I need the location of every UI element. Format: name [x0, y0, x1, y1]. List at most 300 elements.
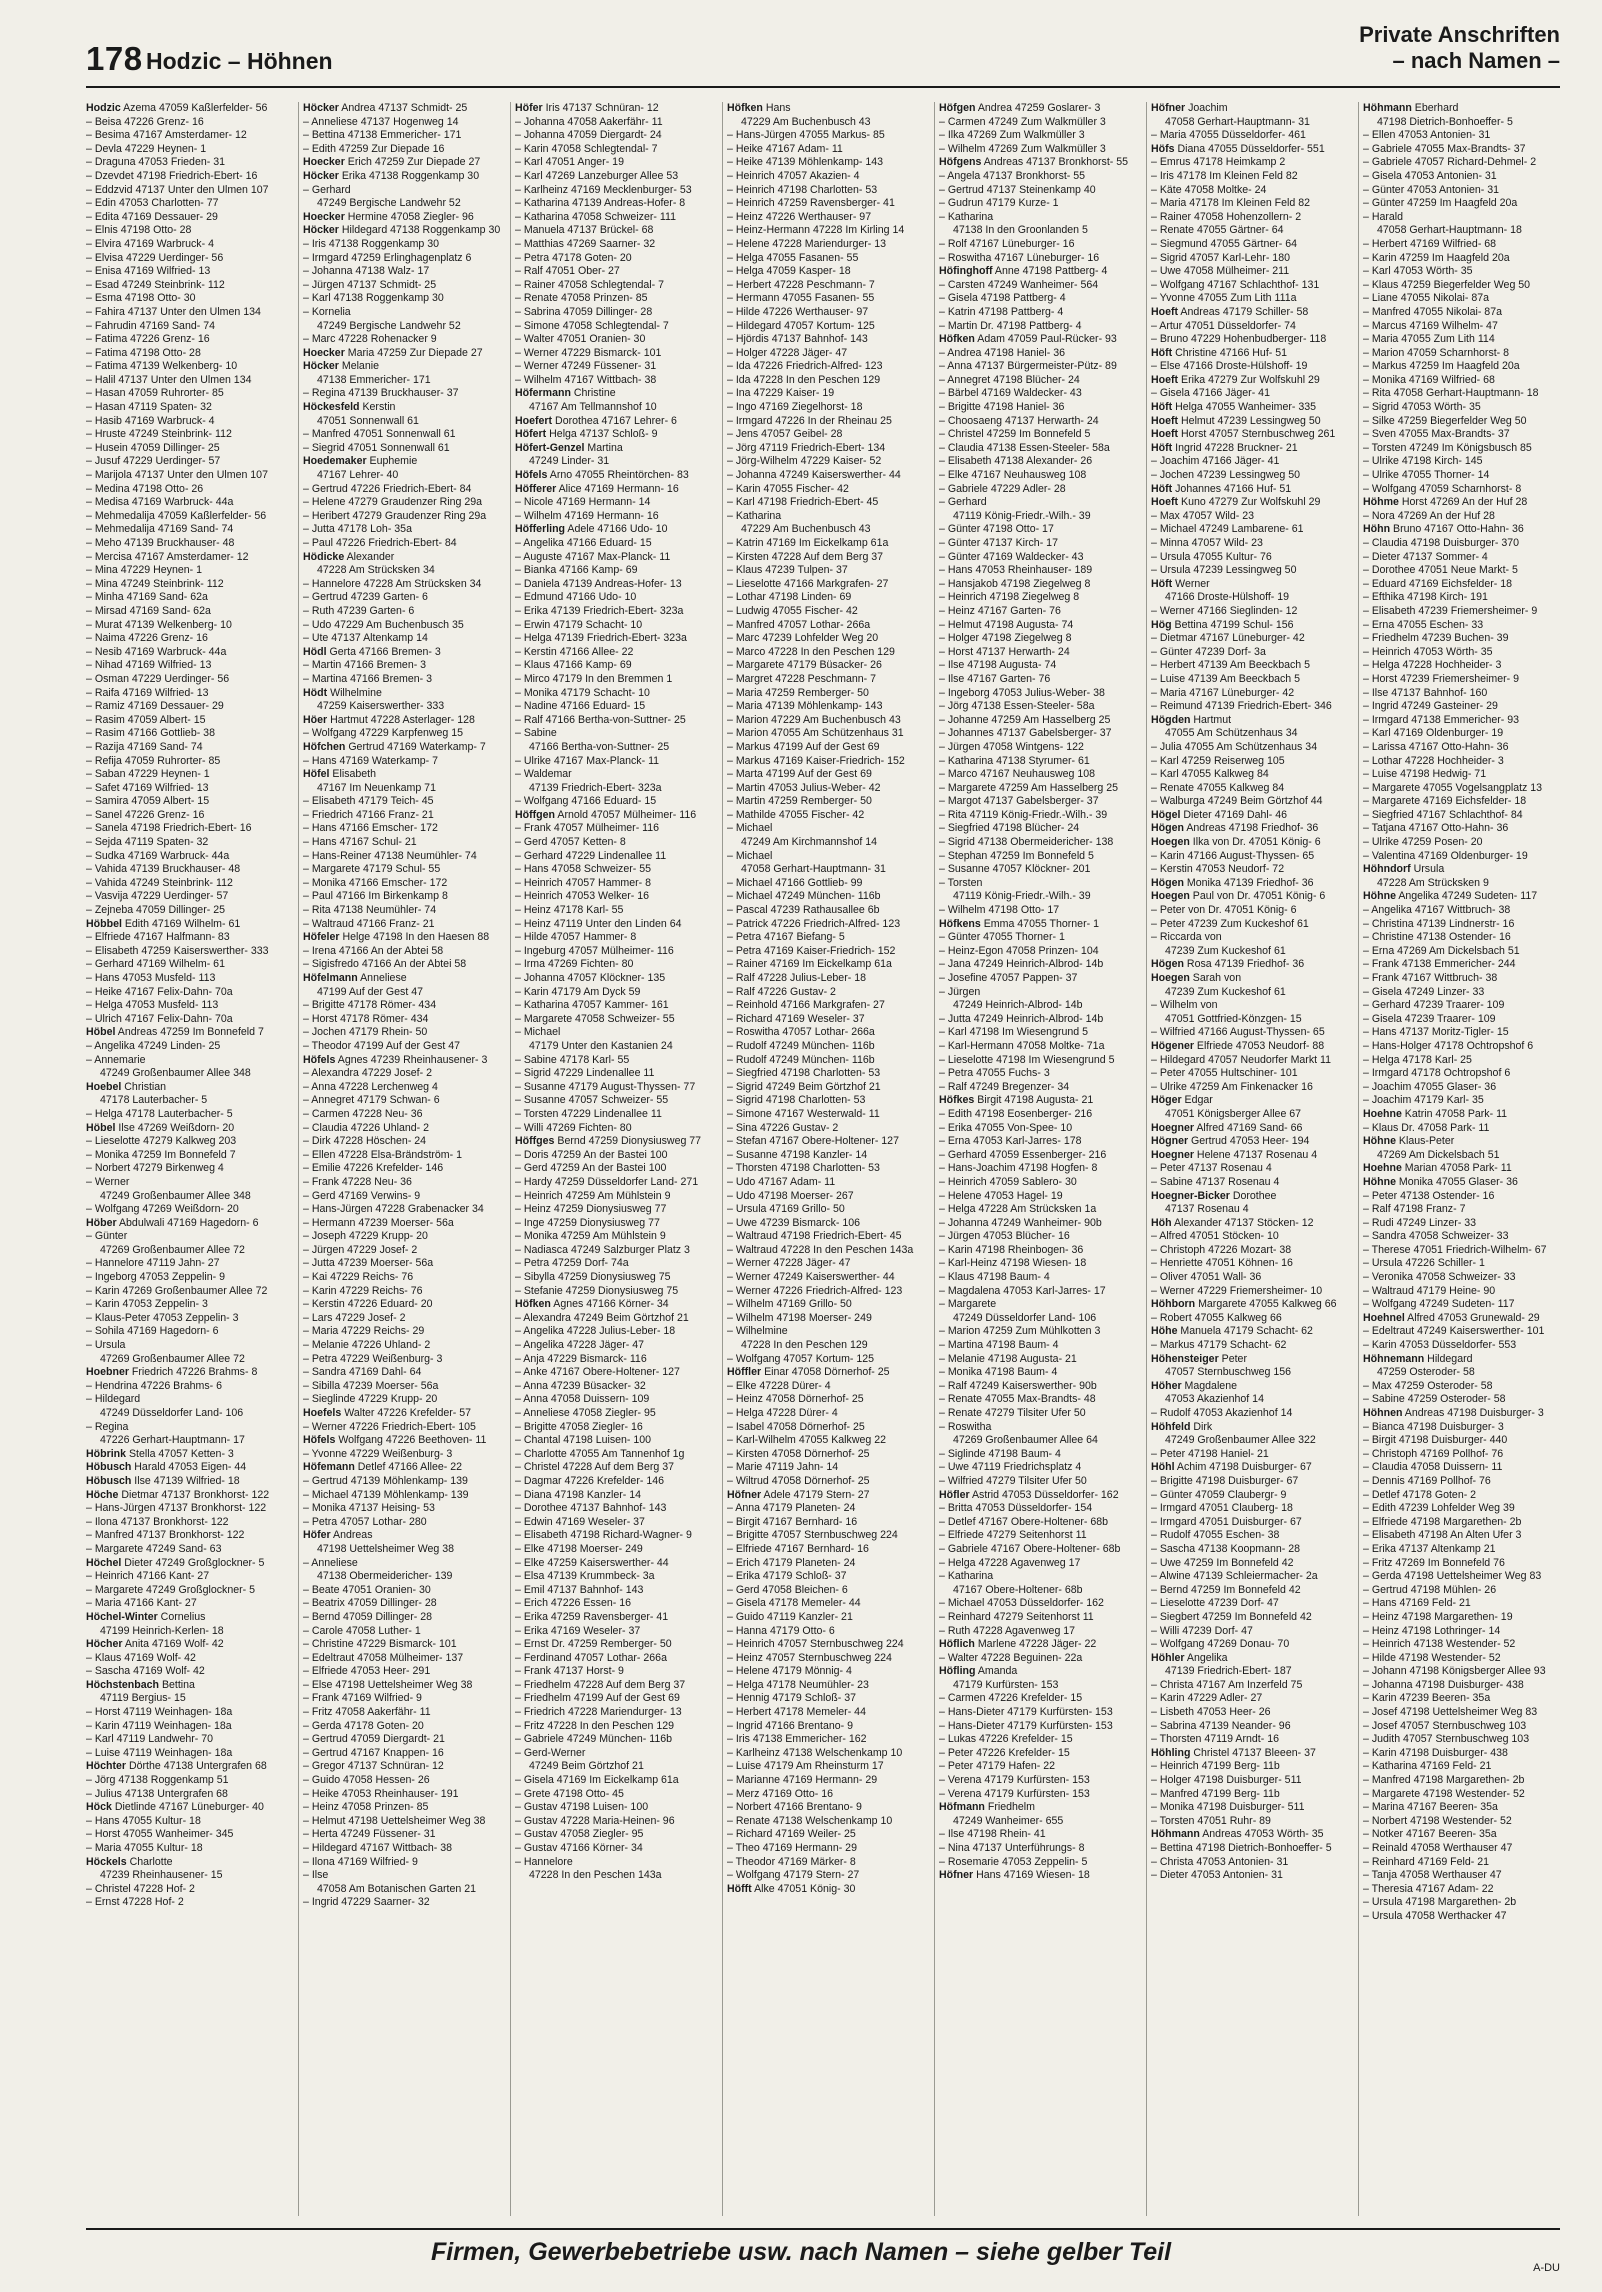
entry-details: – Dorothee 47137 Bahnhof- 143: [515, 1502, 667, 1515]
entry-details: – Johanna 47058 Aakerfähr- 11: [515, 115, 663, 128]
directory-entry: [1363, 1611, 1560, 1625]
directory-entry: [1151, 1828, 1348, 1842]
directory-entry: [939, 320, 1136, 334]
entry-details: – Sabrina 47059 Dillinger- 28: [515, 305, 653, 318]
entry-details: – Monika 47179 Schacht- 10: [515, 686, 650, 699]
entry-details: – Rainer 47058 Schlegtendal- 7: [515, 278, 665, 291]
entry-details: – Frank 47228 Neu- 36: [303, 1175, 412, 1188]
entry-details: – Gerda 47178 Goten- 20: [303, 1719, 424, 1732]
entry-details: 47119 König-Friedr.-Wilh.- 39: [953, 509, 1091, 522]
directory-entry: [1363, 1081, 1560, 1095]
entry-details: – Michael 47166 Gottlieb- 99: [727, 876, 863, 889]
entry-details: Katrin 47058 Park- 11: [1401, 1107, 1508, 1120]
entry-details: – Emilie 47226 Krefelder- 146: [303, 1162, 444, 1175]
entry-details: Monika 47139 Friedhof- 36: [1183, 876, 1314, 889]
directory-entry: [86, 102, 288, 116]
entry-details: – Sabine 47259 Osteroder- 58: [1363, 1393, 1506, 1406]
directory-entry: [86, 1828, 288, 1842]
directory-entry: [939, 455, 1136, 469]
directory-entry: [727, 863, 924, 877]
entry-details: – Sudka 47169 Warbruck- 44a: [86, 849, 230, 862]
entry-surname: Höchstenbach: [86, 1678, 159, 1691]
entry-surname: Höfmann: [939, 1801, 985, 1814]
directory-entry: [1363, 1067, 1560, 1081]
directory-entry: [86, 646, 288, 660]
entry-details: – Günter 47059 Claubergr- 9: [1151, 1488, 1287, 1501]
entry-details: – Werner: [86, 1175, 130, 1188]
entry-details: – Regina 47139 Bruckhauser- 37: [303, 387, 459, 400]
entry-details: Dietlinde 47167 Lüneburger- 40: [111, 1801, 264, 1814]
directory-entry: [303, 945, 500, 959]
directory-entry: [1151, 1706, 1348, 1720]
entry-details: – Wolfgang 47057 Kortum- 125: [727, 1352, 875, 1365]
directory-entry: [727, 1679, 924, 1693]
entry-details: – Sven 47055 Max-Brandts- 37: [1363, 428, 1510, 441]
entry-details: – Norbert 47166 Brentano- 9: [727, 1801, 862, 1814]
directory-entry: [303, 1094, 500, 1108]
entry-details: Einar 47058 Dörnerhof- 25: [761, 1366, 890, 1379]
entry-details: – Hanna 47179 Otto- 6: [727, 1624, 835, 1637]
directory-entry: [86, 809, 288, 823]
entry-details: – Hardy 47259 Düsseldorfer Land- 271: [515, 1175, 699, 1188]
directory-entry: [939, 1461, 1136, 1475]
directory-entry: [727, 809, 924, 823]
directory-entry: [727, 1026, 924, 1040]
directory-entry: [86, 1380, 288, 1394]
directory-entry: [727, 1054, 924, 1068]
directory-entry: [515, 197, 712, 211]
entry-surname: Höhmann: [1151, 1828, 1200, 1841]
directory-entry: [1151, 537, 1348, 551]
directory-entry: [727, 1611, 924, 1625]
entry-details: – Horst 47137 Herwarth- 24: [939, 645, 1070, 658]
entry-details: – Detlef 47178 Goten- 2: [1363, 1488, 1477, 1501]
directory-entry: [1151, 292, 1348, 306]
entry-details: – Michael 47139 Möhlenkamp- 139: [303, 1488, 469, 1501]
directory-entry: [1151, 1625, 1348, 1639]
directory-entry: [727, 347, 924, 361]
entry-details: – Josefine 47057 Pappen- 37: [939, 972, 1078, 984]
entry-details: – Torsten 47229 Lindenallee 11: [515, 1107, 662, 1120]
entry-details: – Wolfgang 47229 Karpfenweg 15: [303, 727, 464, 740]
directory-entry: [86, 374, 288, 388]
directory-entry: [86, 918, 288, 932]
entry-details: – Devla 47229 Heynen- 1: [86, 142, 207, 155]
directory-entry: [727, 1190, 924, 1204]
directory-entry: [939, 184, 1136, 198]
entry-surname: Höft: [1151, 577, 1173, 590]
entry-details: 47228 In den Peschen 143a: [529, 1869, 662, 1882]
directory-entry: [303, 1298, 500, 1312]
entry-details: 47228 Am Strücksken 34: [317, 564, 435, 577]
entry-details: – Siegfried 47198 Charlotten- 53: [727, 1067, 881, 1080]
entry-surname: Höcker: [303, 360, 339, 373]
directory-entry: [939, 1108, 1136, 1122]
directory-entry: [303, 184, 500, 198]
entry-details: Dorothea 47167 Lehrer- 6: [552, 414, 677, 427]
entry-details: – Peter 47198 Haniel- 21: [1151, 1447, 1269, 1460]
directory-entry: [727, 279, 924, 293]
directory-entry: [303, 1081, 500, 1095]
directory-entry: [939, 333, 1136, 347]
directory-entry: [303, 1502, 500, 1516]
entry-details: – Elke 47198 Moerser- 249: [515, 1542, 643, 1555]
entry-surname: Höfchen: [303, 740, 346, 753]
directory-entry: [939, 1679, 1136, 1693]
entry-surname: Högen: [1151, 822, 1184, 835]
directory-entry: [1363, 1393, 1560, 1407]
footer-rule: [86, 2228, 1560, 2230]
entry-surname: Höfels: [303, 1053, 336, 1066]
entry-details: – Anneliese 47137 Hogenweg 14: [303, 115, 459, 128]
entry-surname: Höhl: [1151, 1461, 1175, 1474]
entry-details: – Heinrich 47259 Am Mühlstein 9: [515, 1189, 671, 1202]
entry-details: – Kerstin 47226 Eduard- 20: [303, 1298, 433, 1311]
entry-details: Martina: [584, 441, 623, 454]
directory-entry: [1363, 714, 1560, 728]
entry-details: – Vahida 47249 Steinbrink- 112: [86, 876, 233, 889]
directory-entry: [1151, 1856, 1348, 1870]
entry-surname: Höhmann: [1363, 102, 1412, 114]
directory-entry: [1363, 1475, 1560, 1489]
entry-details: – Liane 47055 Nikolai- 87a: [1363, 292, 1490, 305]
entry-details: Wilhelmine: [327, 686, 382, 699]
entry-details: – Gerda 47198 Uettelsheimer Weg 83: [1363, 1570, 1542, 1583]
directory-entry: [86, 306, 288, 320]
entry-details: Abdulwali 47169 Hagedorn- 6: [116, 1216, 259, 1229]
entry-details: – Irmgard 47051 Clauberg- 18: [1151, 1502, 1293, 1515]
directory-entry: [727, 632, 924, 646]
directory-entry: [1363, 1149, 1560, 1163]
directory-entry: [727, 510, 924, 524]
directory-entry: [86, 347, 288, 361]
entry-details: – Husein 47059 Dillinger- 25: [86, 441, 220, 454]
directory-entry: [1151, 1747, 1348, 1761]
directory-entry: [939, 1217, 1136, 1231]
entry-details: – Johanna 47249 Wanheimer- 90b: [939, 1216, 1102, 1229]
directory-entry: [939, 836, 1136, 850]
directory-entry: [515, 727, 712, 741]
entry-details: – Gerhard 47239 Traarer- 109: [1363, 999, 1505, 1012]
directory-entry: [86, 1271, 288, 1285]
directory-entry: [515, 1312, 712, 1326]
entry-details: – Friedhelm 47228 Auf dem Berg 37: [515, 1678, 686, 1691]
entry-details: – Beisa 47226 Grenz- 16: [86, 115, 204, 128]
directory-entry: [727, 1489, 924, 1503]
directory-entry: [86, 687, 288, 701]
entry-details: Birgit 47198 Augusta- 21: [974, 1094, 1094, 1107]
directory-entry: [1363, 292, 1560, 306]
directory-entry: [515, 632, 712, 646]
entry-details: Hartmut: [1190, 713, 1232, 726]
entry-details: – Eddzvid 47137 Unter den Ulmen 107: [86, 183, 269, 196]
entry-details: – Siegbert 47259 Im Bonnefeld 42: [1151, 1610, 1312, 1623]
entry-details: Adele 47179 Stern- 27: [761, 1488, 870, 1501]
directory-entry: [727, 211, 924, 225]
entry-details: – Ilse: [303, 1869, 329, 1882]
entry-details: – Norbert 47279 Birkenweg 4: [86, 1162, 224, 1175]
entry-surname: Hödt: [303, 686, 328, 699]
entry-details: – Hans 47169 Waterkamp- 7: [303, 754, 439, 767]
entry-details: – Bianca 47198 Duisburger- 3: [1363, 1420, 1504, 1433]
entry-details: – Hans 47058 Schweizer- 55: [515, 863, 652, 876]
entry-details: – Hans 47055 Kultur- 18: [86, 1814, 201, 1827]
directory-entry: [86, 1747, 288, 1761]
entry-details: – Samira 47059 Albert- 15: [86, 795, 210, 808]
entry-details: – Dietmar 47167 Lüneburger- 42: [1151, 632, 1305, 645]
entry-details: – Christoph 47226 Mozart- 38: [1151, 1243, 1292, 1256]
entry-details: – Helga 47053 Musfeld- 113: [86, 999, 219, 1012]
directory-entry: [727, 782, 924, 796]
entry-details: – Frank 47167 Wittbruch- 38: [1363, 972, 1498, 984]
directory-entry: [1151, 1380, 1348, 1394]
directory-entry: [86, 1244, 288, 1258]
directory-entry: [727, 1869, 924, 1883]
entry-details: – Helene 47053 Hagel- 19: [939, 1189, 1063, 1202]
directory-entry: [86, 1230, 288, 1244]
directory-entry: [86, 238, 288, 252]
entry-details: Sarah von: [1189, 972, 1242, 984]
directory-entry: [86, 1611, 288, 1625]
entry-details: – Erika 47169 Weseler- 37: [515, 1624, 641, 1637]
entry-details: – Elisabeth 47239 Friemersheimer- 9: [1363, 604, 1538, 617]
directory-entry: [515, 850, 712, 864]
directory-entry: [515, 1135, 712, 1149]
entry-details: – Carmen 47249 Zum Walkmüller 3: [939, 115, 1106, 128]
directory-entry: [303, 1869, 500, 1883]
directory-entry: [515, 958, 712, 972]
directory-entry: [86, 1203, 288, 1217]
directory-entry: [1363, 1652, 1560, 1666]
directory-entry: [1363, 455, 1560, 469]
directory-entry: [515, 1054, 712, 1068]
entry-details: – Christel 47228 Hof- 2: [86, 1882, 195, 1895]
directory-entry: [1363, 850, 1560, 864]
entry-details: 47229 Am Buchenbusch 43: [741, 523, 871, 536]
directory-entry: [1151, 1774, 1348, 1788]
directory-entry: [727, 1529, 924, 1543]
directory-entry: [939, 890, 1136, 904]
entry-details: – Frank 47057 Mülheimer- 116: [515, 822, 660, 835]
entry-details: – Rosemarie 47053 Zeppelin- 5: [939, 1855, 1088, 1868]
directory-entry: [303, 1013, 500, 1027]
entry-details: – Gertrud 47226 Friedrich-Ebert- 84: [303, 482, 472, 495]
entry-details: – Friedrich 47166 Franz- 21: [303, 808, 434, 821]
directory-entry: [86, 1543, 288, 1557]
directory-entry: [939, 102, 1136, 116]
entry-details: – Marianne 47169 Hermann- 29: [727, 1774, 878, 1787]
entry-surname: Höfgen: [939, 102, 976, 114]
entry-details: 47058 Gerhart-Hauptmann- 31: [1165, 115, 1310, 128]
entry-details: – Torsten 47249 Im Königsbusch 85: [1363, 441, 1532, 454]
entry-details: – Günter 47198 Otto- 17: [939, 523, 1054, 536]
directory-entry: [515, 1625, 712, 1639]
entry-details: Hans 47169 Wiesen- 18: [973, 1869, 1090, 1882]
directory-entry: [1151, 972, 1348, 986]
entry-details: 47249 Düsseldorfer Land- 106: [953, 1311, 1097, 1324]
directory-entry: [1151, 129, 1348, 143]
entry-details: – Christa 47167 Am Inzerfeld 75: [1151, 1678, 1303, 1691]
directory-entry: [303, 1475, 500, 1489]
entry-details: – Karlheinz 47169 Mecklenburger- 53: [515, 183, 692, 196]
entry-details: Maria 47259 Zur Diepade 27: [344, 346, 483, 359]
entry-details: – Osman 47229 Uerdinger- 56: [86, 672, 230, 685]
entry-details: – Klaus 47198 Baum- 4: [939, 1271, 1050, 1284]
entry-details: 47051 Königsberger Allee 67: [1165, 1107, 1302, 1120]
directory-entry: [515, 782, 712, 796]
directory-entry: [1151, 1176, 1348, 1190]
directory-entry: [727, 1434, 924, 1448]
directory-entry: [1363, 1176, 1560, 1190]
directory-entry: [939, 673, 1136, 687]
directory-entry: [86, 850, 288, 864]
directory-entry: [86, 659, 288, 673]
entry-details: Charlotte: [126, 1855, 173, 1868]
entry-details: Euphemie: [366, 455, 418, 468]
directory-entry: [515, 687, 712, 701]
entry-details: – Razija 47169 Sand- 74: [86, 740, 203, 753]
directory-entry: [939, 1257, 1136, 1271]
directory-entry: [515, 795, 712, 809]
entry-details: 47249 Großenbaumer Allee 322: [1165, 1434, 1316, 1447]
entry-surname: Höfling: [939, 1665, 976, 1678]
directory-entry: [1363, 306, 1560, 320]
entry-details: – Naima 47226 Grenz- 16: [86, 632, 208, 645]
directory-entry: [727, 197, 924, 211]
directory-entry: [515, 1067, 712, 1081]
entry-surname: Höfel: [303, 768, 330, 781]
entry-details: – Wilfried 47166 August-Thyssen- 65: [1151, 1026, 1325, 1039]
directory-entry: [1151, 170, 1348, 184]
entry-details: – Klaus 47166 Kamp- 69: [515, 659, 632, 672]
directory-entry: [939, 1828, 1136, 1842]
entry-details: – Fatima 47198 Otto- 28: [86, 346, 201, 359]
entry-details: – Herbert 47228 Peschmann- 7: [727, 278, 875, 291]
directory-entry: [1151, 782, 1348, 796]
entry-details: – Jens 47057 Geibel- 28: [727, 428, 843, 441]
entry-details: – Siglinde 47198 Baum- 4: [939, 1447, 1061, 1460]
directory-entry: [727, 591, 924, 605]
directory-entry: [939, 510, 1136, 524]
directory-entry: [727, 986, 924, 1000]
entry-details: – Michael 47249 Lambarene- 61: [1151, 523, 1304, 536]
entry-surname: Höchel-Winter: [86, 1610, 158, 1623]
entry-details: – Roswitha 47057 Lothar- 266a: [727, 1026, 875, 1039]
entry-details: – Renate 47279 Tilsiter Ufer 50: [939, 1407, 1086, 1419]
page-header: [0, 0, 1602, 90]
entry-details: – Herbert 47178 Memeler- 44: [727, 1706, 866, 1719]
entry-details: – Monika 47169 Wilfried- 68: [1363, 373, 1495, 386]
entry-details: – Fahira 47137 Unter den Ulmen 134: [86, 305, 261, 318]
entry-details: – Luise 47119 Weinhagen- 18a: [86, 1746, 233, 1759]
directory-entry: [1151, 1040, 1348, 1054]
entry-surname: Högner: [1151, 1135, 1189, 1148]
entry-details: – Robert 47055 Kalkweg 66: [1151, 1311, 1282, 1324]
entry-surname: Höfer: [303, 1529, 331, 1542]
entry-details: – Ingrid 47249 Gasteiner- 29: [1363, 700, 1498, 713]
directory-entry: [939, 224, 1136, 238]
footer-note: Firmen, Gewerbebetriebe usw. nach Namen – siehe gelber Teil: [430, 2238, 1172, 2266]
directory-entry: [939, 1856, 1136, 1870]
entry-surname: Hoegner: [1151, 1121, 1194, 1134]
directory-entry: [1151, 1584, 1348, 1598]
entry-details: 47119 Bergius- 15: [100, 1692, 186, 1705]
entry-details: – Margarete 47198 Westender- 52: [1363, 1787, 1525, 1800]
entry-details: – Hans-Dieter 47179 Kurfürsten- 153: [939, 1706, 1113, 1719]
directory-entry: [1363, 1638, 1560, 1652]
entry-surname: Högener: [1151, 1039, 1194, 1052]
directory-entry: [939, 1040, 1136, 1054]
entry-details: – Ulrike 47259 Am Finkenacker 16: [1151, 1080, 1313, 1093]
directory-entry: [1363, 1557, 1560, 1571]
directory-entry: [303, 1393, 500, 1407]
entry-details: – Hans 47137 Moritz-Tigler- 15: [1363, 1026, 1509, 1039]
directory-entry: [1151, 306, 1348, 320]
entry-surname: Höft: [1151, 346, 1173, 359]
entry-details: – Helga 47228 Dürer- 4: [727, 1407, 838, 1419]
entry-details: – Edmund 47166 Udo- 10: [515, 591, 637, 604]
directory-entry: [303, 782, 500, 796]
entry-details: – Anneliese 47058 Ziegler- 95: [515, 1407, 656, 1419]
directory-entry: [515, 1203, 712, 1217]
entry-details: – Marco 47228 In den Peschen 129: [727, 645, 895, 658]
entry-surname: Höckesfeld: [303, 401, 360, 414]
entry-details: – Hasan 47059 Ruhrorter- 85: [86, 387, 224, 400]
directory-entry: [515, 809, 712, 823]
entry-details: – Wilhelm von: [1151, 999, 1218, 1012]
directory-entry: [939, 1190, 1136, 1204]
entry-details: – Horst 47178 Römer- 434: [303, 1012, 429, 1025]
directory-entry: [86, 523, 288, 537]
entry-details: – Irmgard 47259 Erlinghagenplatz 6: [303, 251, 472, 264]
entry-details: – Marina 47167 Beeren- 35a: [1363, 1801, 1498, 1814]
directory-entry: [1363, 1094, 1560, 1108]
directory-entry: [86, 714, 288, 728]
directory-entry: [515, 986, 712, 1000]
directory-entry: [1363, 822, 1560, 836]
entry-details: Angelika: [1184, 1651, 1228, 1664]
entry-details: – Karin 47179 Am Dyck 59: [515, 985, 641, 998]
directory-entry: [1151, 1815, 1348, 1829]
entry-details: – Johannes 47137 Gabelsberger- 37: [939, 727, 1112, 740]
entry-details: Eberhard: [1411, 102, 1459, 114]
directory-entry: [515, 1856, 712, 1870]
entry-details: – Dagmar 47226 Krefelder- 146: [515, 1474, 664, 1487]
entry-details: – Sibylla 47259 Dionysiusweg 75: [515, 1271, 671, 1284]
entry-surname: Hoeft: [1151, 496, 1179, 509]
entry-details: – Peter 47055 Hultschiner- 101: [1151, 1067, 1298, 1080]
entry-details: Anita 47169 Wolf- 42: [122, 1638, 224, 1651]
directory-entry: [515, 252, 712, 266]
directory-entry: [727, 1230, 924, 1244]
directory-entry: [727, 877, 924, 891]
entry-details: – Sigrid 47198 Charlotten- 53: [727, 1094, 866, 1107]
entry-details: – Renate 47058 Prinzen- 85: [515, 292, 648, 305]
entry-details: – Hildegard 47057 Kortum- 125: [727, 319, 875, 332]
directory-entry: [303, 687, 500, 701]
directory-entry: [939, 1788, 1136, 1802]
directory-entry: [1151, 809, 1348, 823]
directory-entry: [515, 523, 712, 537]
entry-surname: Höh: [1151, 1216, 1172, 1229]
directory-entry: [303, 877, 500, 891]
directory-entry: [515, 1190, 712, 1204]
entry-details: – Martin Dr. 47198 Pattberg- 4: [939, 319, 1082, 332]
directory-entry: [1363, 143, 1560, 157]
directory-entry: [727, 415, 924, 429]
entry-details: 47249 Linder- 31: [529, 455, 610, 468]
entry-details: – Choosaeng 47137 Herwarth- 24: [939, 414, 1099, 427]
